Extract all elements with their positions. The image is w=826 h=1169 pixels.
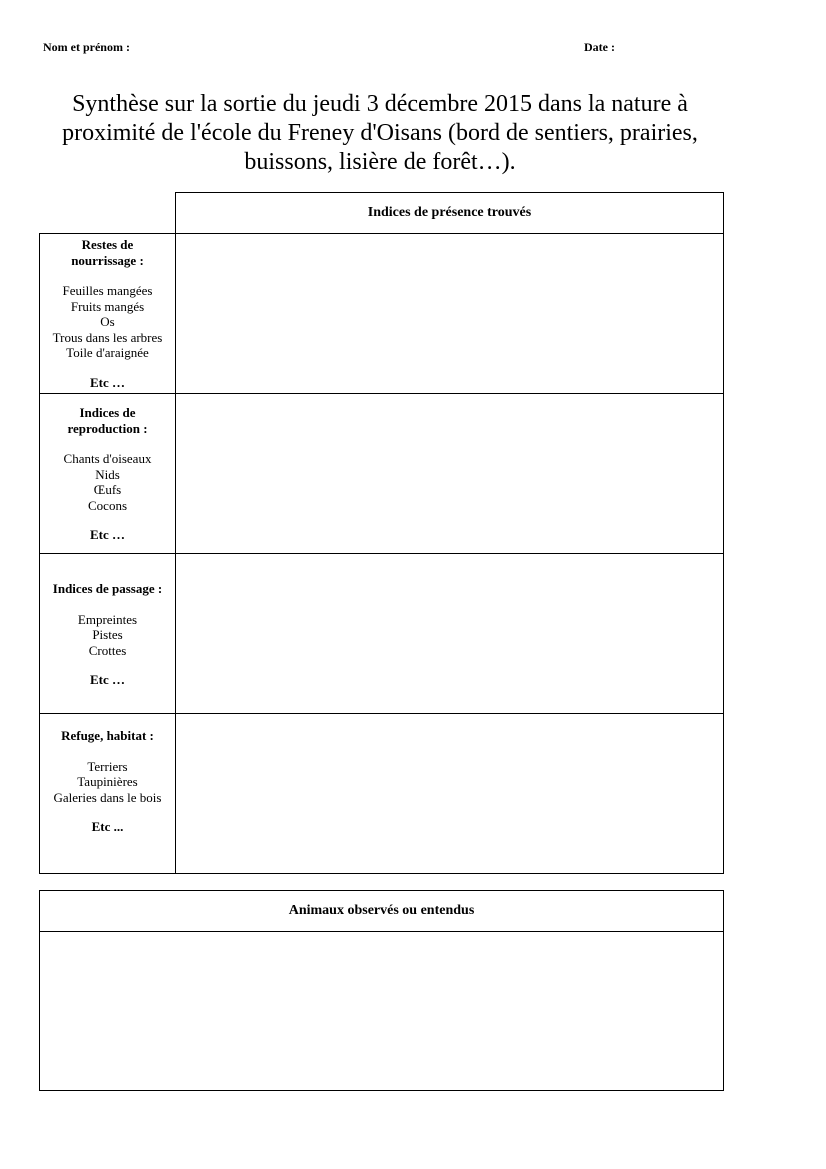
answer-cell-refuge[interactable]: [176, 714, 723, 873]
category-item: Empreintes: [77, 611, 138, 627]
page-title: [30, 90, 730, 177]
date-field-label: Date :: [584, 40, 615, 54]
category-title: reproduction :: [67, 420, 148, 436]
category-title: Indices de passage :: [52, 581, 163, 596]
name-field-label: Nom et prénom :: [43, 40, 130, 54]
animals-table-header: Animaux observés ou entendus: [39, 890, 724, 932]
answer-cell-passage[interactable]: [176, 554, 723, 713]
category-title: Indices de: [79, 405, 136, 420]
title-line: Synthèse sur la sortie du jeudi 3 décembre 2015 dans la nature à: [72, 91, 688, 117]
title-line: proximité de l'école du Freney d'Oisans (bord de sentiers, prairies,: [62, 120, 698, 146]
category-refuge: [40, 728, 175, 835]
category-nourrissage: [40, 237, 175, 390]
category-title: Restes de: [81, 237, 134, 252]
category-item: Galeries dans le bois: [53, 789, 162, 805]
category-title: Refuge, habitat :: [61, 728, 154, 743]
category-item: Taupinières: [77, 774, 138, 789]
category-item: Toile d'araignée: [66, 345, 149, 360]
title-line: buissons, lisière de forêt…).: [244, 149, 516, 175]
category-reproduction: [40, 405, 175, 543]
category-item: Trous dans les arbres: [52, 329, 163, 345]
category-item: Œufs: [93, 482, 122, 497]
category-passage: [40, 581, 175, 688]
category-etc: Etc …: [89, 374, 126, 390]
category-item: Crottes: [88, 642, 127, 658]
category-item: Feuilles mangées: [62, 283, 153, 298]
category-item: Pistes: [92, 627, 123, 642]
category-title: nourrissage :: [71, 252, 144, 268]
category-item: Cocons: [88, 497, 127, 513]
category-item: Os: [100, 314, 115, 329]
answer-cell-nourrissage[interactable]: [176, 234, 723, 393]
category-item: Nids: [95, 466, 120, 482]
category-etc: Etc ...: [91, 819, 124, 834]
category-item: Terriers: [87, 758, 128, 774]
category-etc: Etc …: [89, 672, 126, 687]
animals-answer-cell[interactable]: [39, 931, 724, 1091]
category-item: Chants d'oiseaux: [63, 451, 152, 466]
answer-cell-reproduction[interactable]: [176, 394, 723, 553]
presence-table-header: Indices de présence trouvés: [175, 192, 724, 234]
category-etc: Etc …: [89, 527, 126, 542]
category-item: Fruits mangés: [70, 298, 145, 314]
